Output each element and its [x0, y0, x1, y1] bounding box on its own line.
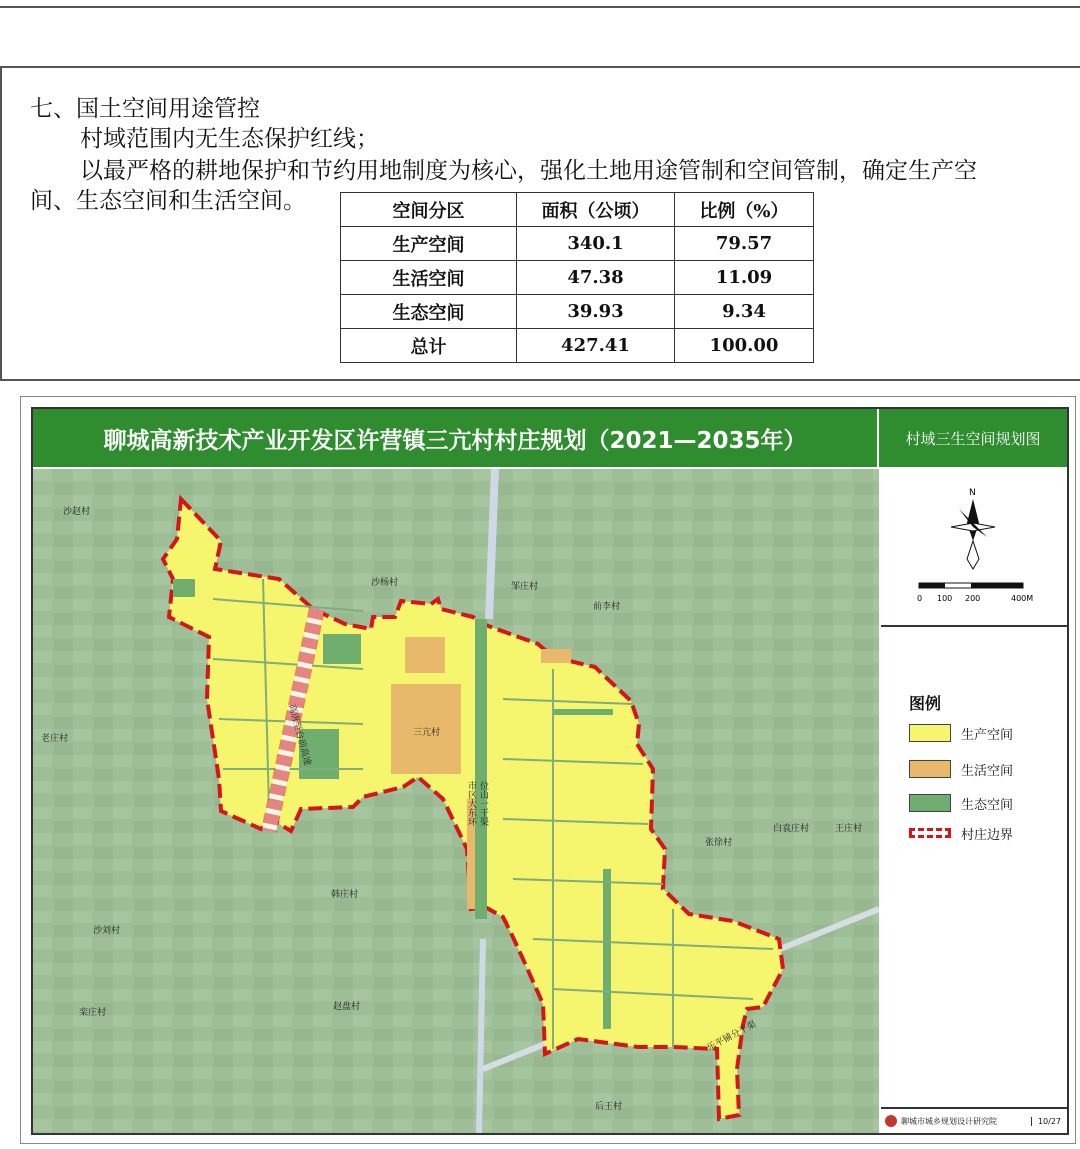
table-cell: 11.09: [675, 261, 814, 295]
ecology-patch-3: [603, 869, 611, 1029]
village-label-zou: 邹庄村: [511, 582, 539, 592]
north-label: N: [969, 488, 976, 498]
table-cell: 总计: [341, 329, 517, 363]
scale-label: 400M: [1011, 594, 1034, 603]
table-header: 面积（公顷）: [517, 193, 675, 227]
legend-item-living: [909, 759, 1013, 779]
village-label-zhangxu: 张徐村: [705, 838, 733, 848]
org-name: 聊城市城乡规划设计研究院: [901, 1116, 997, 1126]
legend-item-boundary: [909, 823, 1013, 843]
scale-label: 0: [917, 594, 923, 603]
table-cell: 生产空间: [341, 227, 517, 261]
section-heading: 七、国土空间用途管控: [30, 96, 260, 122]
village-label-wang: 王庄村: [835, 824, 863, 834]
village-label-han: 韩庄村: [331, 890, 359, 900]
north-arrow-icon: [951, 499, 995, 569]
ecology-canal-strip: [475, 619, 487, 919]
table-row: [341, 329, 814, 363]
org-logo-icon: [885, 1115, 897, 1127]
table-row: [341, 295, 814, 329]
map-svg: [33, 469, 879, 1133]
section-line-2: 以最严格的耕地保护和节约用地制度为核心，强化土地用途管制和空间管制，确定生产空: [80, 158, 977, 184]
ecology-patch-5: [173, 579, 195, 597]
legend-swatch: [909, 828, 951, 838]
side-divider: [881, 625, 1067, 627]
village-label-shayang: 沙杨村: [371, 578, 399, 588]
map-canvas[interactable]: [33, 469, 879, 1133]
legend-label: 生产空间: [961, 727, 1014, 743]
table-cell: 79.57: [675, 227, 814, 261]
table-header: 空间分区: [341, 193, 517, 227]
table-cell: 39.93: [517, 295, 675, 329]
legend-item-production: [909, 723, 1013, 743]
table-cell: 生活空间: [341, 261, 517, 295]
legend-swatch: [909, 794, 951, 812]
ecology-patch-1: [323, 634, 361, 664]
map-inner-frame: [31, 407, 1069, 1135]
village-label-luan: 栾庄村: [79, 1008, 107, 1018]
canal-label-lepingpu: 乐平铺分干渠: [705, 1019, 759, 1054]
legend-item-ecology: [909, 793, 1013, 813]
village-label-zhaopan: 赵盘村: [333, 1002, 361, 1012]
village-label-shaliu: 沙刘村: [93, 926, 121, 936]
table-cell: 47.38: [517, 261, 675, 295]
legend-swatch: [909, 760, 951, 778]
legend-label: 生态空间: [961, 797, 1014, 813]
road-label-dadonghuan: 市区大东环: [466, 781, 476, 826]
living-space-north: [405, 637, 445, 673]
map-sheet: [20, 396, 1076, 1144]
village-label-shazhao: 沙赵村: [63, 507, 91, 517]
living-space-east: [541, 649, 571, 663]
section-line-1: 村域范围内无生态保护红线；: [80, 126, 379, 152]
legend-title: 图例: [909, 694, 942, 713]
canal-label-weishan: 位山一干渠: [478, 781, 488, 826]
village-label-qianli: 前李村: [593, 602, 621, 612]
legend-swatch: [909, 724, 951, 742]
table-row: [341, 227, 814, 261]
scale-label: 100: [937, 594, 953, 603]
ecology-patch-4: [553, 709, 613, 715]
village-label-baiyuan: 白袁庄村: [773, 824, 810, 834]
scale-label: 200: [965, 594, 981, 603]
scale-bar: [919, 583, 1023, 588]
space-zoning-table: [340, 192, 814, 363]
table-row: [341, 261, 814, 295]
legend-label: 村庄边界: [961, 827, 1014, 843]
road-label-expressway: 高唐至台前高速: [286, 703, 313, 767]
table-header-row: [341, 193, 814, 227]
map-subtitle: 村域三生空间规划图: [879, 409, 1067, 467]
table-cell: 生态空间: [341, 295, 517, 329]
table-cell: 340.1: [517, 227, 675, 261]
village-label-houwang: 后王村: [595, 1102, 623, 1112]
table-cell: 100.00: [675, 329, 814, 363]
south-canal: [479, 939, 483, 1133]
page-number: 10/27: [1031, 1117, 1067, 1126]
text-section: [0, 68, 1080, 380]
map-footer: [881, 1107, 1067, 1133]
legend-label: 生活空间: [961, 763, 1014, 779]
table-cell: 9.34: [675, 295, 814, 329]
map-side-panel: [881, 469, 1067, 1133]
map-title: 聊城高新技术产业开发区许营镇三亢村村庄规划（2021—2035年）: [33, 409, 879, 467]
table-cell: 427.41: [517, 329, 675, 363]
top-rule: [0, 6, 1080, 8]
north-arrow-scale: [881, 469, 1067, 609]
village-label-sankang: 三亢村: [413, 728, 441, 738]
village-label-lao: 老庄村: [41, 734, 69, 744]
section-line-3: 间、生态空间和生活空间。: [30, 188, 306, 214]
table-header: 比例（%）: [675, 193, 814, 227]
